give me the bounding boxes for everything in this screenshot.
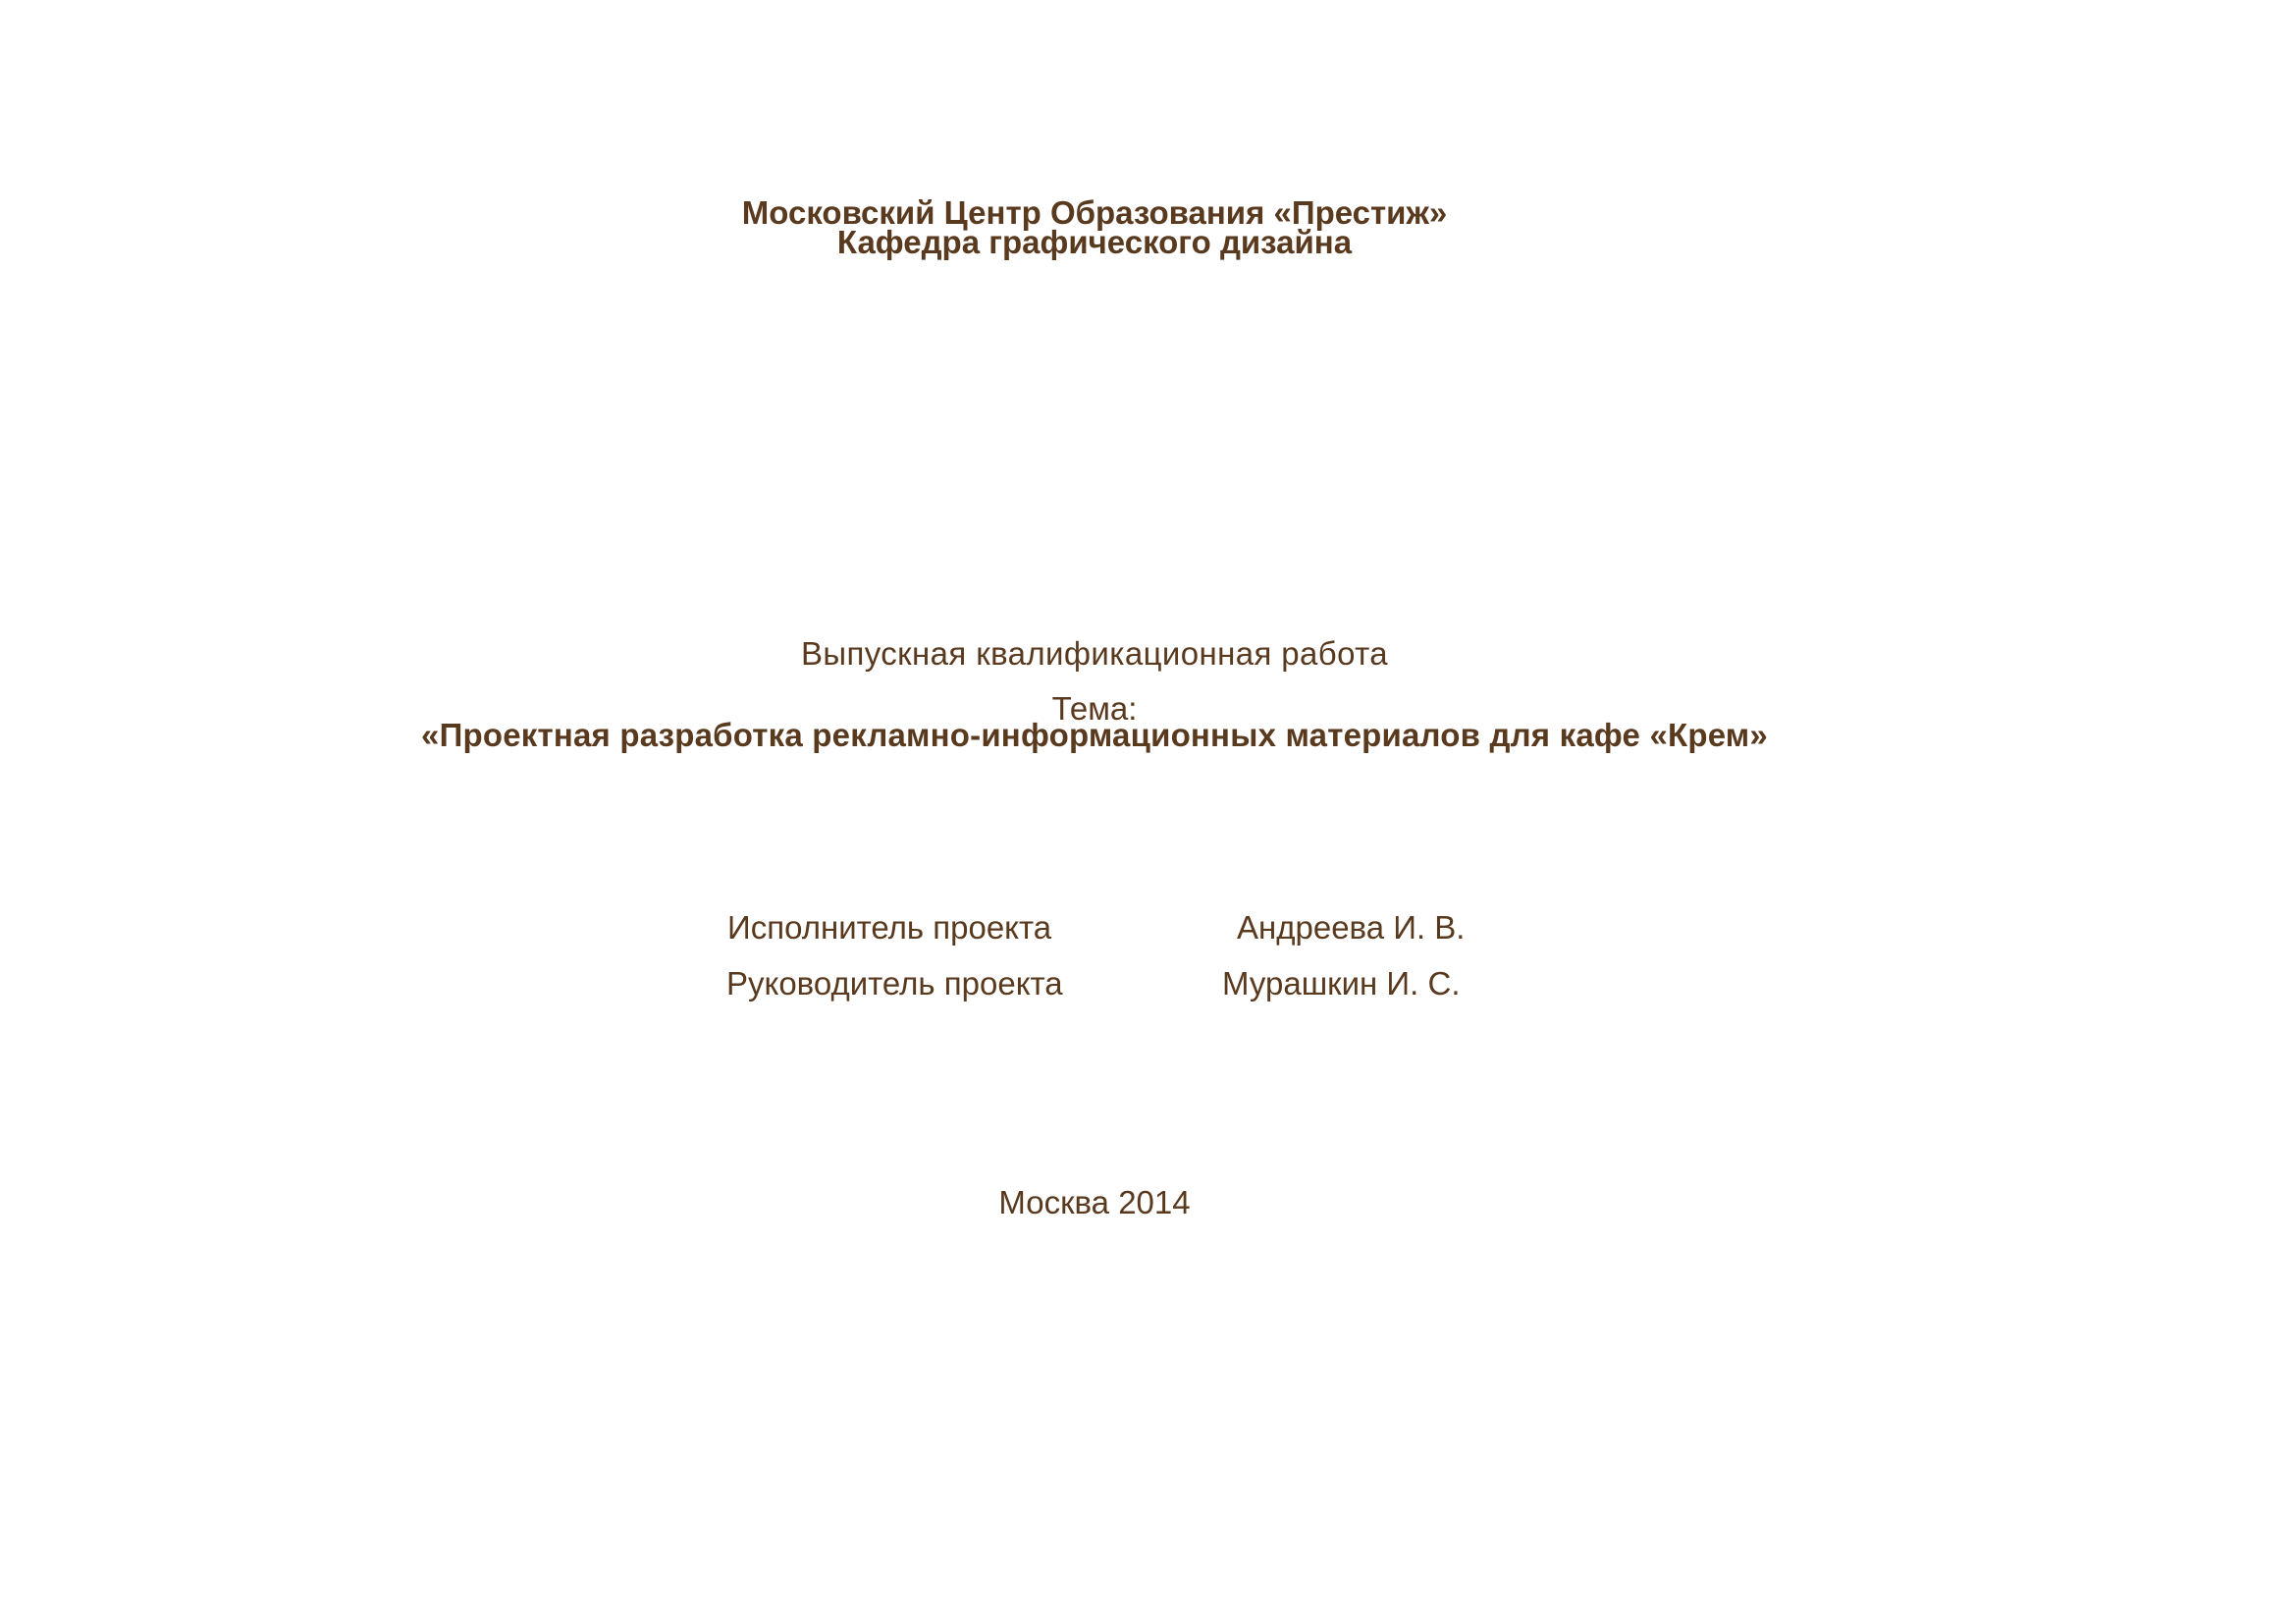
supervisor-label: Руководитель проекта [726, 965, 1063, 1001]
topic-title: «Проектная разработка рекламно-информационных материалов для кафе «Крем» [421, 717, 1768, 753]
work-type: Выпускная квалификационная работа [800, 635, 1389, 672]
department-name: Кафедра графического дизайна [836, 224, 1353, 260]
supervisor-name: Мурашкин И. С. [1222, 965, 1461, 1001]
executor-label: Исполнитель проекта [727, 909, 1052, 946]
institution-name: Московский Центр Образования «Престиж» [741, 194, 1448, 231]
executor-name: Андреева И. В. [1237, 909, 1466, 946]
topic-label: Тема: [1051, 690, 1138, 727]
city-year: Москва 2014 [998, 1184, 1191, 1220]
